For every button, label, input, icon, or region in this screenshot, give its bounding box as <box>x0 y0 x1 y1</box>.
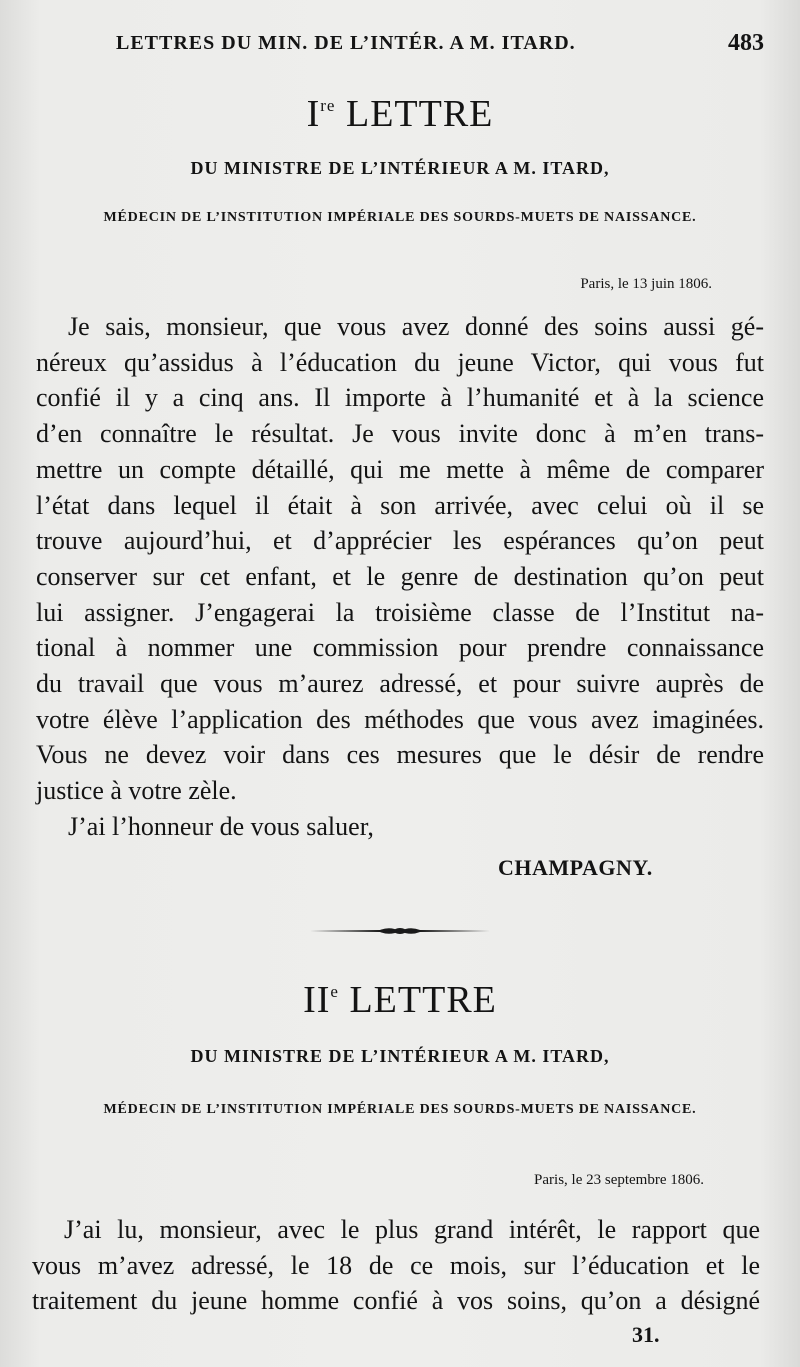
body-line: Je sais, monsieur, que vous avez donné des soins aussi gé- <box>68 312 764 341</box>
body-line: vous m’avez adressé, le 18 de ce mois, sur l’éducation et le <box>32 1250 760 1280</box>
body-line: confié il y a cinq ans. Il importe à l’humanité et à la science <box>36 383 764 413</box>
letter1-subtitle2: MÉDECIN DE L’INSTITUTION IMPÉRIALE DES SOURDS-MUETS DE NAISSANCE. <box>103 210 697 225</box>
letter2-subtitle: DU MINISTRE DE L’INTÉRIEUR A M. ITARD, <box>190 1046 610 1066</box>
letter1-body <box>36 309 764 809</box>
body-line: traitement du jeune homme confié à vos soins, qu’on a désigné <box>32 1286 760 1316</box>
letter2-body <box>32 1212 760 1319</box>
body-line: trouve aujourd’hui, et d’apprécier les espérances qu’on peut <box>36 526 764 556</box>
body-line: J’ai lu, monsieur, avec le plus grand intérêt, le rapport que <box>64 1215 760 1244</box>
body-line: tional à nommer une commission pour prendre connaissance <box>36 633 764 663</box>
letter1-dateline: Paris, le 13 juin 1806. <box>580 276 712 292</box>
body-line: du travail que vous m’aurez adressé, et pour suivre auprès de <box>36 669 764 699</box>
letter1-salutation: J’ai l’honneur de vous saluer, <box>68 812 374 841</box>
letter2-title-sup: e <box>330 982 339 1001</box>
letter1-signature: CHAMPAGNY. <box>498 855 653 880</box>
body-line: conserver sur cet enfant, et le genre de destination qu’on peut <box>36 561 764 591</box>
body-line: Vous ne devez voir dans ces mesures que le désir de rendre <box>36 740 764 770</box>
letter2-title <box>0 978 800 1022</box>
running-title: LETTRES DU MIN. DE L’INTÉR. A M. ITARD. <box>116 32 576 54</box>
body-line: néreux qu’assidus à l’éducation du jeune Victor, qui vous fut <box>36 347 764 377</box>
letter1-title-sup: re <box>320 96 336 115</box>
signature-mark: 31. <box>632 1322 660 1347</box>
letter1-title-word: LETTRE <box>345 93 494 135</box>
letter1-title <box>0 92 800 136</box>
letter2-subtitle2: MÉDECIN DE L’INSTITUTION IMPÉRIALE DES SOURDS-MUETS DE NAISSANCE. <box>103 1102 697 1117</box>
letter1-title-numeral: I <box>306 93 321 135</box>
letter2-title-word: LETTRE <box>349 979 497 1021</box>
body-line: votre élève l’application des méthodes que vous avez imaginées. <box>36 704 764 734</box>
letter2-dateline: Paris, le 23 septembre 1806. <box>534 1172 704 1188</box>
body-line: mettre un compte détaillé, qui me mette à même de comparer <box>36 454 764 484</box>
letter2-title-numeral: II <box>303 979 331 1021</box>
letter1-subtitle: DU MINISTRE DE L’INTÉRIEUR A M. ITARD, <box>190 158 610 178</box>
body-line: d’en connaître le résultat. Je vous invite donc à m’en trans- <box>36 419 764 449</box>
divider-ornament <box>310 924 490 938</box>
body-line: l’état dans lequel il était à son arrivée, avec celui où il se <box>36 490 764 520</box>
body-line: lui assigner. J’engagerai la troisième classe de l’Institut na- <box>36 597 764 627</box>
page-number: 483 <box>728 30 764 56</box>
body-line: justice à votre zèle. <box>36 776 237 806</box>
running-header <box>116 30 764 60</box>
